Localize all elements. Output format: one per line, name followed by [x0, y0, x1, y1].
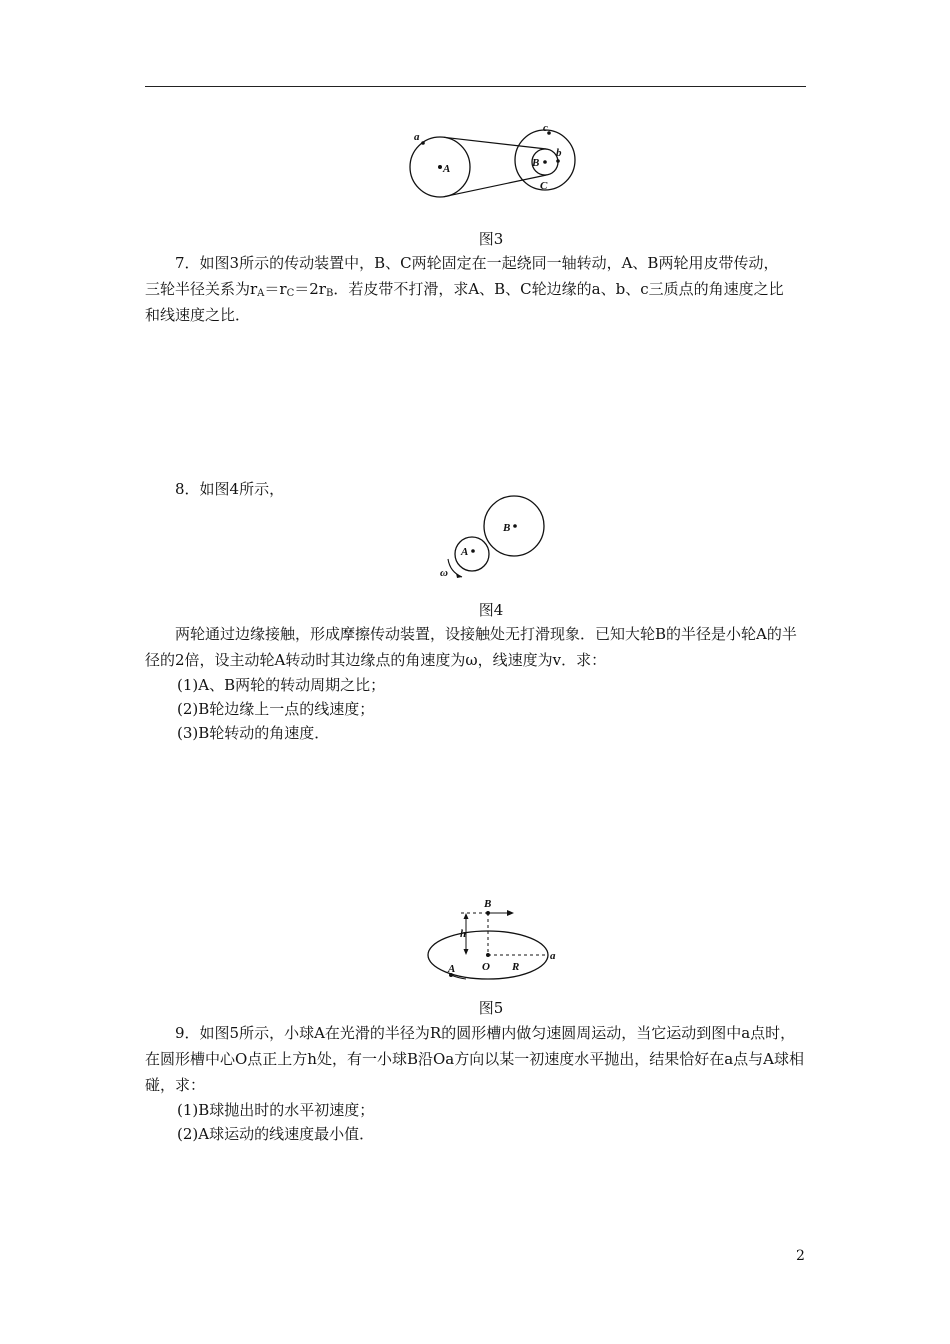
question-7-line-2: 三轮半径关系为$r_A=r_C=2r_B$．若皮带不打滑，求A、B、C轮边缘的a、b、c三质点的角速度之比	[145, 280, 784, 299]
rotation-arrowhead	[456, 573, 462, 578]
label-point-a: a	[414, 131, 420, 143]
center-a-dot	[471, 549, 475, 553]
question-9-item-1: (1)B球抛出时的水平初速度；	[177, 1101, 375, 1119]
center-b-dot	[543, 160, 547, 164]
point-a-dot	[421, 141, 425, 145]
center-o-dot	[486, 953, 490, 957]
label-O: O	[482, 961, 490, 973]
center-b-dot	[513, 524, 517, 528]
h-arrowhead-top	[464, 913, 469, 919]
label-wheel-B: B	[532, 157, 540, 169]
figure-3-belt-drive	[400, 122, 590, 202]
question-9-body: 9．如图5所示，小球A在光滑的半径为R的圆形槽内做匀速圆周运动，当它运动到图中a点时，在圆形槽中心O点正上方h处，有一小球B沿Oa方向以某一初速度水平抛出，结果恰好在a点与A球相碰，求：	[145, 1024, 805, 1094]
figure-5-projectile-circular	[420, 895, 570, 985]
label-wheel-A: A	[461, 546, 469, 558]
label-wheel-A: A	[443, 163, 451, 175]
label-R: R	[512, 961, 520, 973]
question-8-item-2: (2)B轮边缘上一点的线速度；	[177, 700, 375, 718]
label-point-c: c	[543, 122, 548, 134]
center-a-dot	[438, 165, 442, 169]
figure-4-caption: 图4	[478, 601, 504, 619]
question-8-item-3: (3)B轮转动的角速度．	[177, 724, 330, 742]
label-wheel-B: B	[503, 522, 511, 534]
label-point-b: b	[556, 147, 562, 159]
figure-3-caption: 图3	[478, 230, 504, 248]
label-ball-B: B	[484, 898, 492, 910]
label-wheel-C: C	[540, 180, 548, 192]
label-h: h	[460, 928, 467, 940]
label-omega: ω	[440, 567, 448, 579]
question-8-intro: 8．如图4所示，	[175, 480, 285, 498]
figure-4-friction-drive	[430, 496, 560, 586]
figure-5-caption: 图5	[478, 999, 504, 1017]
header-rule	[145, 86, 806, 87]
velocity-arrowhead	[507, 910, 514, 916]
question-8-item-1: (1)A、B两轮的转动周期之比；	[177, 676, 386, 694]
question-9-item-2: (2)A球运动的线速度最小值．	[177, 1125, 375, 1143]
ball-b-dot	[486, 911, 490, 915]
belt-top	[444, 137, 547, 149]
question-7-line-3: 和线速度之比．	[145, 306, 251, 324]
label-ball-A: A	[448, 963, 456, 975]
page-number: 2	[796, 1248, 805, 1264]
h-arrowhead-bottom	[464, 949, 469, 955]
label-point-a: a	[550, 950, 556, 962]
rotation-arrow	[448, 559, 462, 577]
question-7-line-1: 7．如图3所示的传动装置中，B、C两轮固定在一起绕同一轴转动，A、B两轮用皮带传动，	[175, 254, 779, 272]
belt-bottom	[444, 175, 547, 197]
point-b-dot	[556, 159, 560, 163]
question-8-body: 两轮通过边缘接触，形成摩擦传动装置，设接触处无打滑现象．已知大轮B的半径是小轮A的半径的2倍，设主动轮A转动时其边缘点的角速度为ω，线速度为v．求：	[145, 625, 797, 669]
